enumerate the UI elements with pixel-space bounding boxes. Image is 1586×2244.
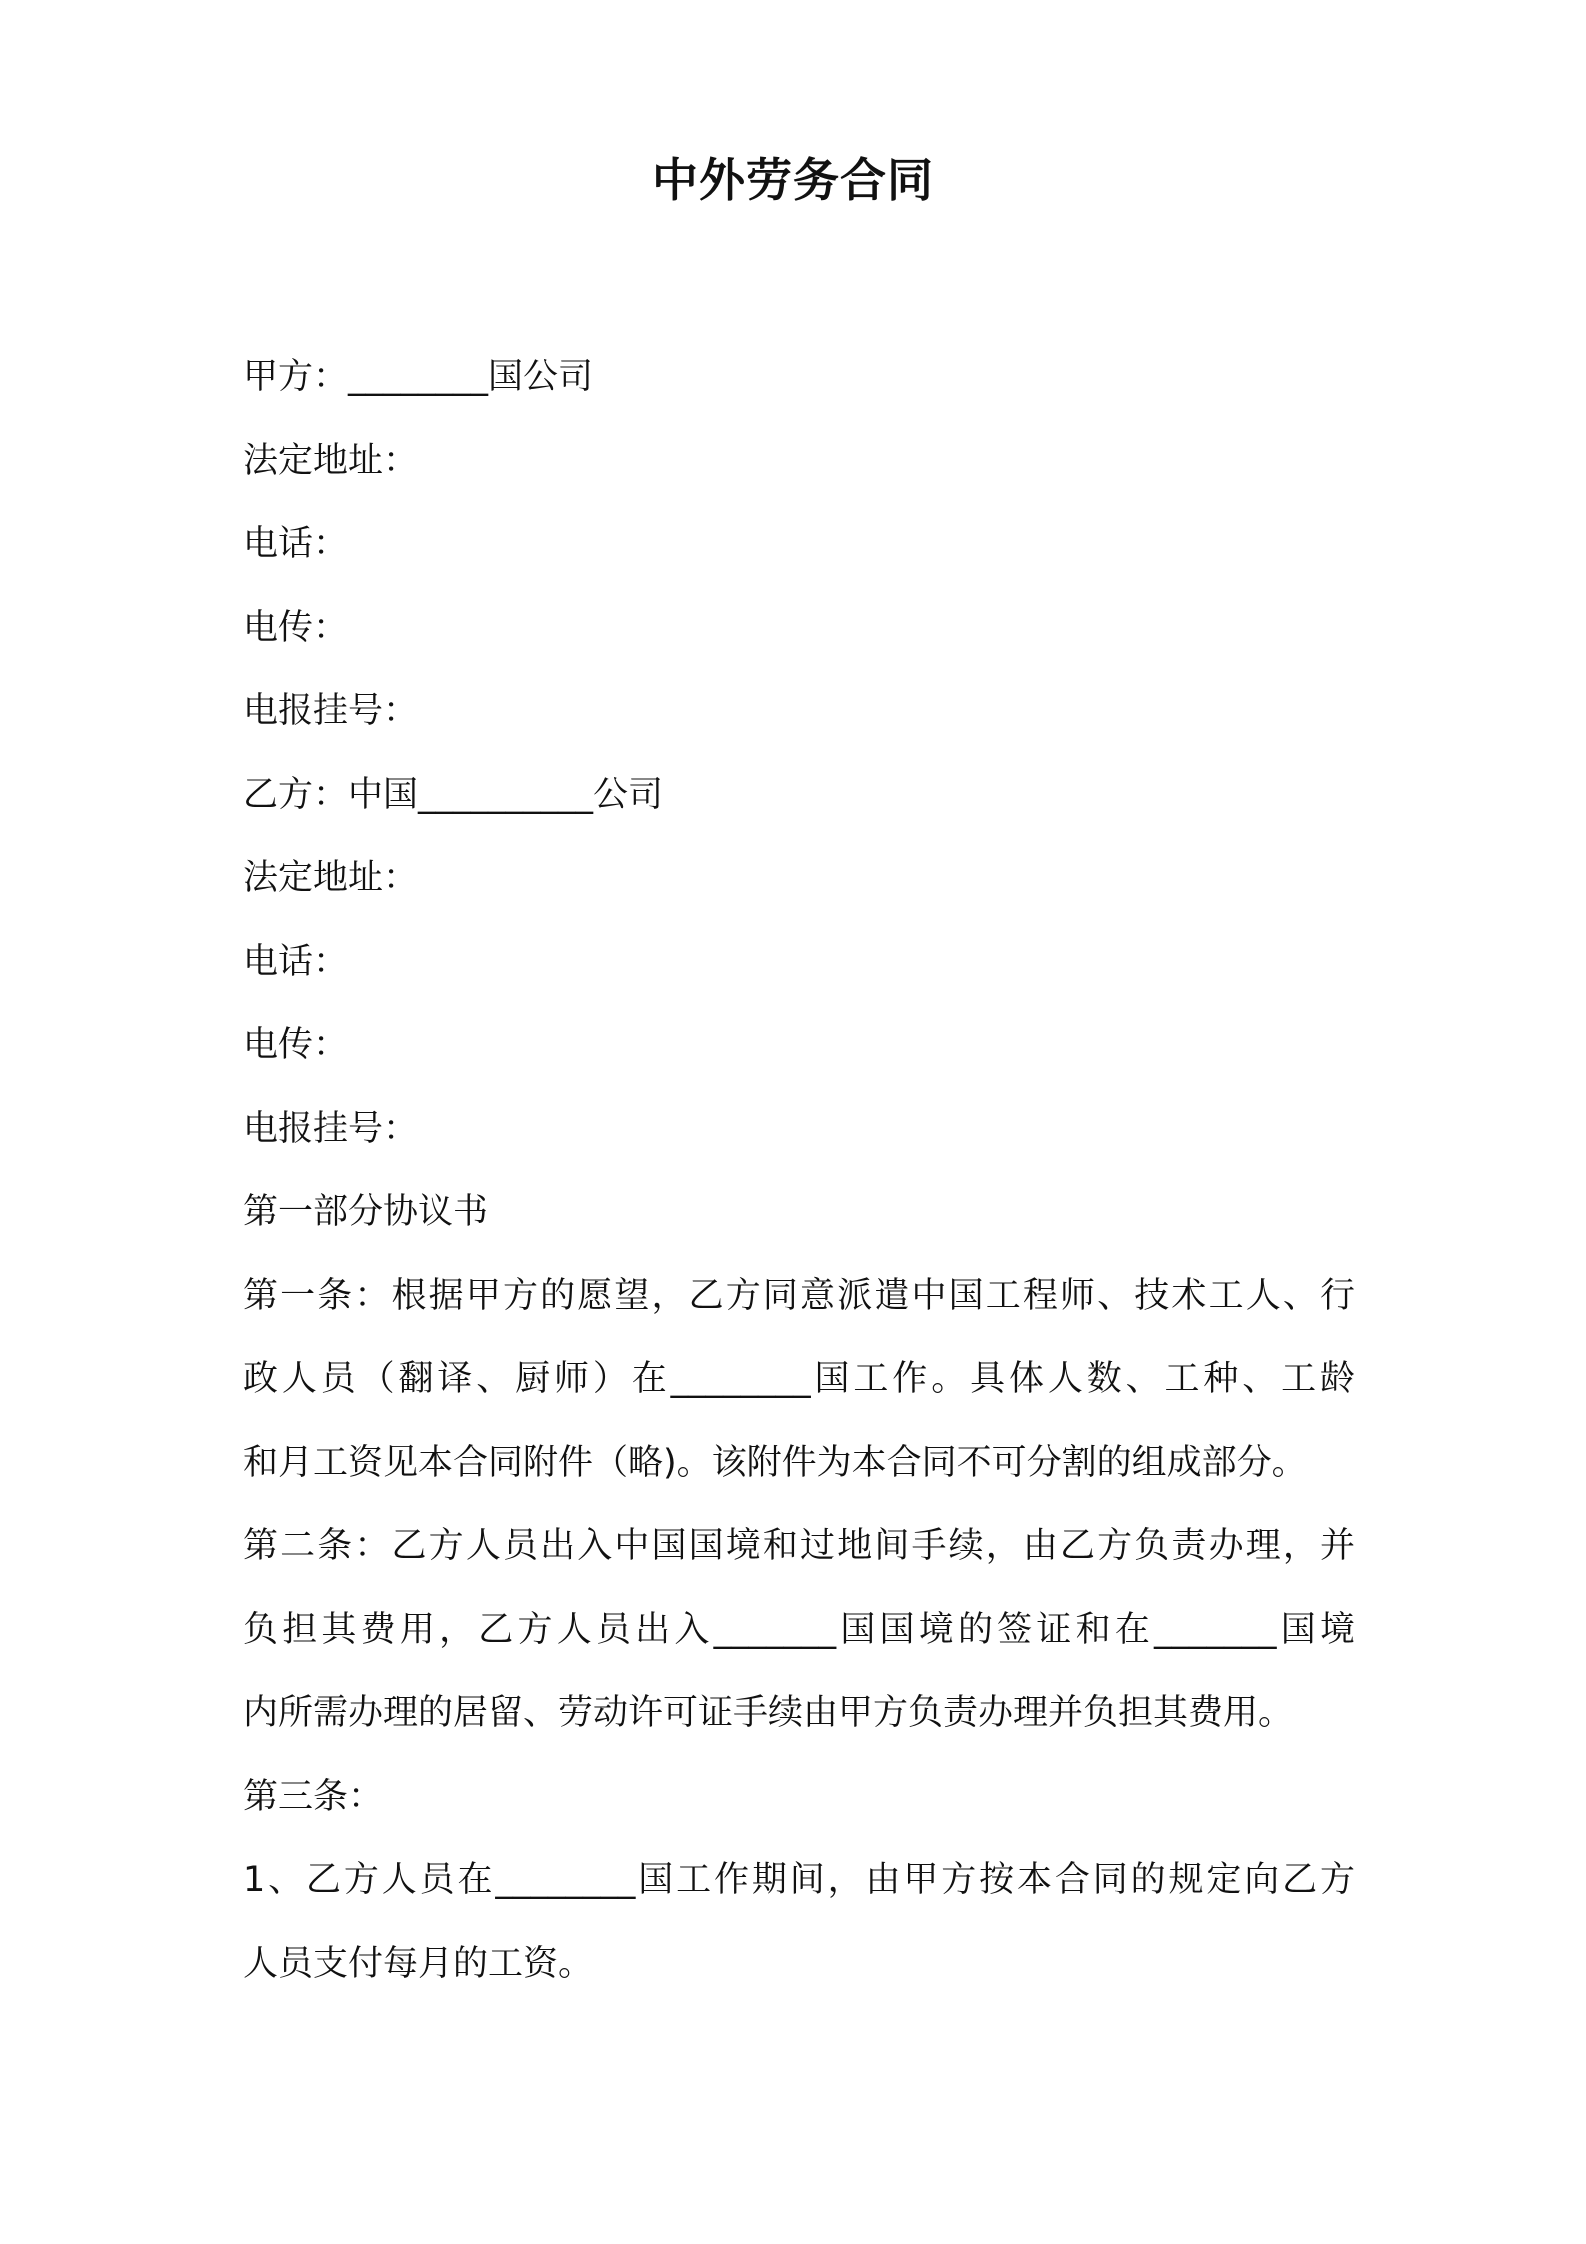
article-2-line: 第二条：乙方人员出入中国国境和过地间手续，由乙方负责办理，并 (243, 1526, 1355, 1566)
party-a-address: 法定地址： (243, 440, 419, 481)
article-2-line: 内所需办理的居留、劳动许可证手续由甲方负责办理并负担其费用。 (243, 1693, 1294, 1733)
party-b-fax: 电传： (243, 1025, 349, 1065)
article-1-line: 和月工资见本合同附件（略)。该附件为本合同不可分割的组成部分。 (243, 1442, 1307, 1483)
party-b-address: 法定地址： (243, 858, 419, 898)
article-1-line: 政人员（翻译、厨师）在________国工作。具体人数、工种、工龄 (243, 1359, 1355, 1399)
party-b-name: 乙方：中国__________公司 (243, 774, 664, 815)
article-2 (243, 1505, 1355, 1756)
article-1-line: 第一条：根据甲方的愿望，乙方同意派遣中国工程师、技术工人、行 (243, 1275, 1355, 1316)
party-b-phone: 电话： (243, 941, 349, 982)
party-a-telegraph: 电报挂号： (243, 691, 419, 731)
party-b-telegraph: 电报挂号： (243, 1108, 419, 1149)
article-3-item-1 (243, 1839, 1355, 2006)
article-1 (243, 1255, 1355, 1506)
document-body (243, 336, 1355, 2006)
party-a-fax: 电传： (243, 607, 349, 648)
article-3-heading: 第三条： (243, 1776, 384, 1817)
article-3-item-1-line: 人员支付每月的工资。 (243, 1943, 594, 1984)
part-one-heading: 第一部分协议书 (243, 1192, 489, 1232)
party-a-name: 甲方：________国公司 (243, 357, 594, 397)
party-a-phone: 电话： (243, 524, 349, 564)
article-2-line: 负担其费用，乙方人员出入_______国国境的签证和在_______国境 (243, 1609, 1355, 1650)
article-3-item-1-line: 1、乙方人员在________国工作期间，由甲方按本合同的规定向乙方 (243, 1860, 1355, 1900)
page-title: 中外劳务合同 (652, 153, 934, 207)
